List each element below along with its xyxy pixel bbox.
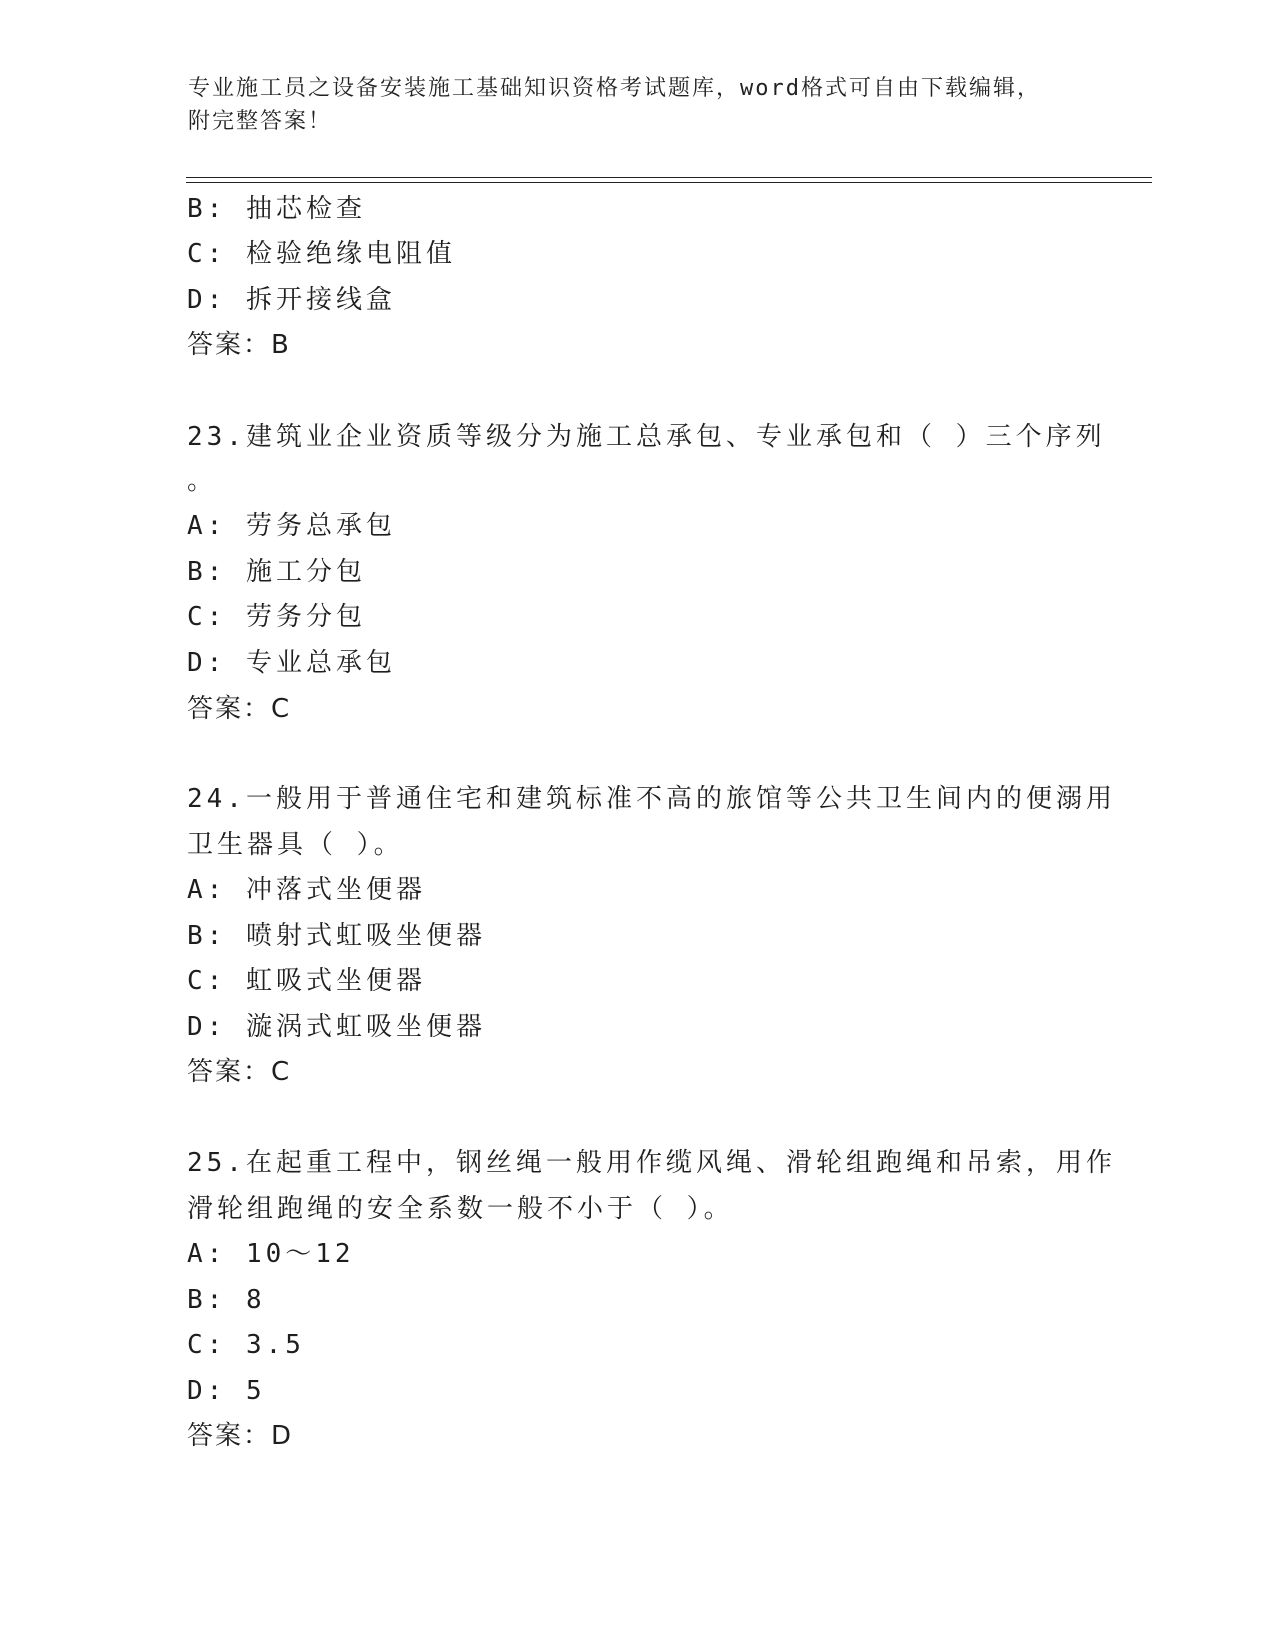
q23-option-c: C: 劳务分包 xyxy=(187,602,366,632)
q22-answer: 答案：B xyxy=(187,330,291,360)
q25-option-c: C: 3.5 xyxy=(187,1330,305,1360)
document-header xyxy=(188,72,1088,138)
q25-question-line-1: 25.在起重工程中，钢丝绳一般用作缆风绳、滑轮组跑绳和吊索，用作 xyxy=(187,1148,1116,1178)
q23-question-line-1: 23.建筑业企业资质等级分为施工总承包、专业承包和（ ）三个序列 xyxy=(187,422,1106,452)
header-rule-bottom xyxy=(186,182,1152,183)
q25-option-a: A: 10～12 xyxy=(187,1239,355,1269)
q24-question-line-1: 24.一般用于普通住宅和建筑标准不高的旅馆等公共卫生间内的便溺用 xyxy=(187,784,1116,814)
q23-answer: 答案：C xyxy=(187,694,292,724)
q24-option-b: B: 喷射式虹吸坐便器 xyxy=(187,921,486,951)
q23-option-d: D: 专业总承包 xyxy=(187,648,396,678)
q24-option-a: A: 冲落式坐便器 xyxy=(187,875,426,905)
q22-option-d: D: 拆开接线盒 xyxy=(187,285,396,315)
header-line-2: 附完整答案！ xyxy=(188,109,333,134)
q25-question-line-2: 滑轮组跑绳的安全系数一般不小于（ ）。 xyxy=(187,1194,734,1224)
q24-question-line-2: 卫生器具（ ）。 xyxy=(187,830,404,860)
header-rule-top xyxy=(186,177,1152,178)
q23-option-a: A: 劳务总承包 xyxy=(187,511,396,541)
q23-question-line-2: 。 xyxy=(187,466,218,496)
q22-option-b: B: 抽芯检查 xyxy=(187,194,366,224)
q24-answer: 答案：C xyxy=(187,1057,292,1087)
q22-option-c: C: 检验绝缘电阻值 xyxy=(187,239,456,269)
q24-option-d: D: 漩涡式虹吸坐便器 xyxy=(187,1012,486,1042)
q23-option-b: B: 施工分包 xyxy=(187,557,366,587)
q25-answer: 答案：D xyxy=(187,1421,294,1451)
q25-option-d: D: 5 xyxy=(187,1376,266,1406)
q24-option-c: C: 虹吸式坐便器 xyxy=(187,966,426,996)
header-line-1: 专业施工员之设备安装施工基础知识资格考试题库，word格式可自由下载编辑， xyxy=(188,76,1041,101)
q25-option-b: B: 8 xyxy=(187,1285,266,1315)
